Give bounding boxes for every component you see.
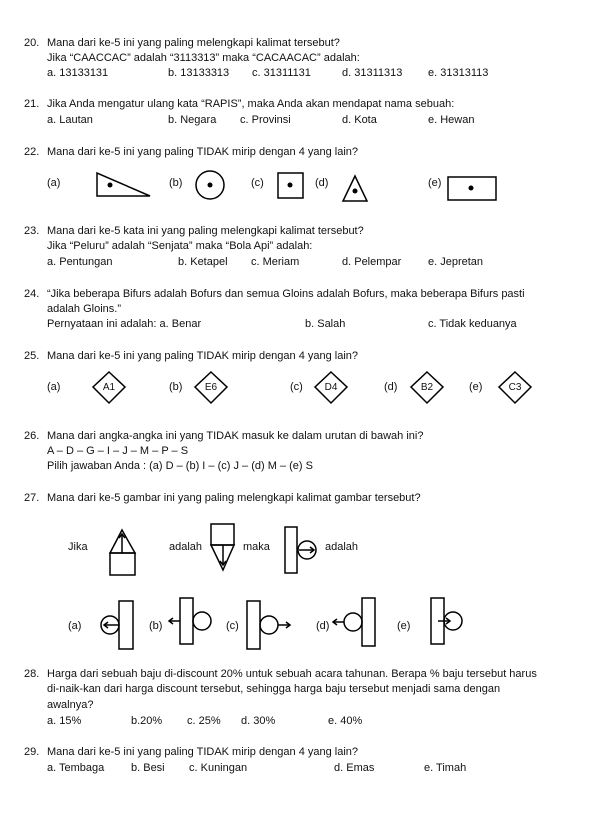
q27-option-a <box>101 601 133 649</box>
q25-label-d: (d) <box>384 381 398 393</box>
q28-option-b: b.20% <box>131 715 163 727</box>
q24-question-line2: adalah Gloins.” <box>47 303 121 315</box>
q27-number: 27. <box>24 492 40 504</box>
q27-label-b: (b) <box>149 620 163 632</box>
q27-bar-circle-shape <box>285 527 316 573</box>
q20-option-c: c. 31311131 <box>252 67 311 79</box>
q23-option-e: e. Jepretan <box>428 256 484 268</box>
q21-option-b: b. Negara <box>168 114 217 126</box>
q20-option-d: d. 31311313 <box>342 67 403 79</box>
q27-option-e <box>431 598 462 644</box>
q25-code-b: E6 <box>204 382 218 393</box>
q27-word-jika: Jika <box>68 541 88 553</box>
q27-word-maka: maka <box>243 541 270 553</box>
q23-option-a: a. Pentungan <box>47 256 113 268</box>
q22-label-c: (c) <box>251 177 264 189</box>
q25-label-c: (c) <box>290 381 303 393</box>
q21-option-e: e. Hewan <box>428 114 475 126</box>
q23-option-b: b. Ketapel <box>178 256 228 268</box>
q20-premise: Jika “CAACCAC” adalah “3113313” maka “CACAACAC” adalah: <box>47 52 360 64</box>
q24-prompt: Pernyataan ini adalah: a. Benar <box>47 318 202 330</box>
q24-question-line1: “Jika beberapa Bifurs adalah Bofurs dan semua Gloins adalah Bofurs, maka beberapa Bifurs pasti <box>47 288 525 300</box>
q27-label-d: (d) <box>316 620 330 632</box>
q27-word-adalah-1: adalah <box>169 541 203 553</box>
q25-label-e: (e) <box>469 381 483 393</box>
q22-label-d: (d) <box>315 177 329 189</box>
q20-number: 20. <box>24 37 40 49</box>
q20-option-a: a. 13133131 <box>47 67 109 79</box>
q22-number: 22. <box>24 146 40 158</box>
q20-question: Mana dari ke-5 ini yang paling melengkapi kalimat tersebut? <box>47 37 340 49</box>
q25-question: Mana dari ke-5 ini yang paling TIDAK mirip dengan 4 yang lain? <box>47 350 359 362</box>
q20-option-e: e. 31313113 <box>428 67 489 79</box>
q27-option-c <box>247 601 290 649</box>
q23-premise: Jika “Peluru” adalah “Senjata” maka “Bola Api” adalah: <box>47 240 313 252</box>
q28-line2: di-naik-kan dari harga discount tersebut, sehingga harga baju tersebut menjadi sama dengan <box>47 683 501 695</box>
q23-option-d: d. Pelempar <box>342 256 402 268</box>
q27-label-c: (c) <box>226 620 239 632</box>
q28-option-a: a. 15% <box>47 715 82 727</box>
q21-option-a: a. Lautan <box>47 114 93 126</box>
q28-option-e: e. 40% <box>328 715 363 727</box>
q26-sequence: A – D – G – I – J – M – P – S <box>47 445 189 457</box>
q25-label-a: (a) <box>47 381 61 393</box>
q28-line1: Harga dari sebuah baju di-discount 20% untuk sebuah acara tahunan. Berapa % baju tersebut harus <box>47 668 537 680</box>
q29-option-e: e. Timah <box>424 762 467 774</box>
q25-code-a: A1 <box>102 382 116 393</box>
q21-number: 21. <box>24 98 40 110</box>
q20-option-b: b. 13133313 <box>168 67 230 79</box>
q27-question: Mana dari ke-5 gambar ini yang paling melengkapi kalimat gambar tersebut? <box>47 492 421 504</box>
q29-option-a: a. Tembaga <box>47 762 105 774</box>
q27-house-shape <box>110 530 135 575</box>
q21-option-d: d. Kota <box>342 114 377 126</box>
q29-question: Mana dari ke-5 ini yang paling TIDAK mirip dengan 4 yang lain? <box>47 746 359 758</box>
q24-number: 24. <box>24 288 40 300</box>
q24-option-b: b. Salah <box>305 318 346 330</box>
q26-answers: Pilih jawaban Anda : (a) D – (b) I – (c) J – (d) M – (e) S <box>47 460 313 472</box>
q22-label-e: (e) <box>428 177 442 189</box>
q27-option-b <box>169 598 211 644</box>
q27-label-e: (e) <box>397 620 411 632</box>
q26-number: 26. <box>24 430 40 442</box>
q23-question: Mana dari ke-5 kata ini yang paling melengkapi kalimat tersebut? <box>47 225 364 237</box>
q22-label-b: (b) <box>169 177 183 189</box>
q24-option-c: c. Tidak keduanya <box>428 318 517 330</box>
q23-number: 23. <box>24 225 40 237</box>
q27-label-a: (a) <box>68 620 82 632</box>
q28-option-c: c. 25% <box>187 715 221 727</box>
q28-number: 28. <box>24 668 40 680</box>
q29-option-b: b. Besi <box>131 762 165 774</box>
q26-question: Mana dari angka-angka ini yang TIDAK masuk ke dalam urutan di bawah ini? <box>47 430 424 442</box>
q22-label-a: (a) <box>47 177 61 189</box>
q27-inverted-house-shape <box>211 524 234 570</box>
q25-code-e: C3 <box>508 382 522 393</box>
q25-label-b: (b) <box>169 381 183 393</box>
q27-option-d <box>333 598 375 646</box>
q29-option-c: c. Kuningan <box>189 762 248 774</box>
q27-word-adalah-2: adalah <box>325 541 359 553</box>
q25-number: 25. <box>24 350 40 362</box>
q23-option-c: c. Meriam <box>251 256 300 268</box>
q21-option-c: c. Provinsi <box>240 114 291 126</box>
q25-code-c: D4 <box>324 382 338 393</box>
q25-code-d: B2 <box>420 382 434 393</box>
q22-question: Mana dari ke-5 ini yang paling TIDAK mirip dengan 4 yang lain? <box>47 146 359 158</box>
q29-number: 29. <box>24 746 40 758</box>
q28-line3: awalnya? <box>47 699 94 711</box>
q28-option-d: d. 30% <box>241 715 276 727</box>
q29-option-d: d. Emas <box>334 762 375 774</box>
q21-question: Jika Anda mengatur ulang kata “RAPIS”, maka Anda akan mendapat nama sebuah: <box>47 98 455 110</box>
